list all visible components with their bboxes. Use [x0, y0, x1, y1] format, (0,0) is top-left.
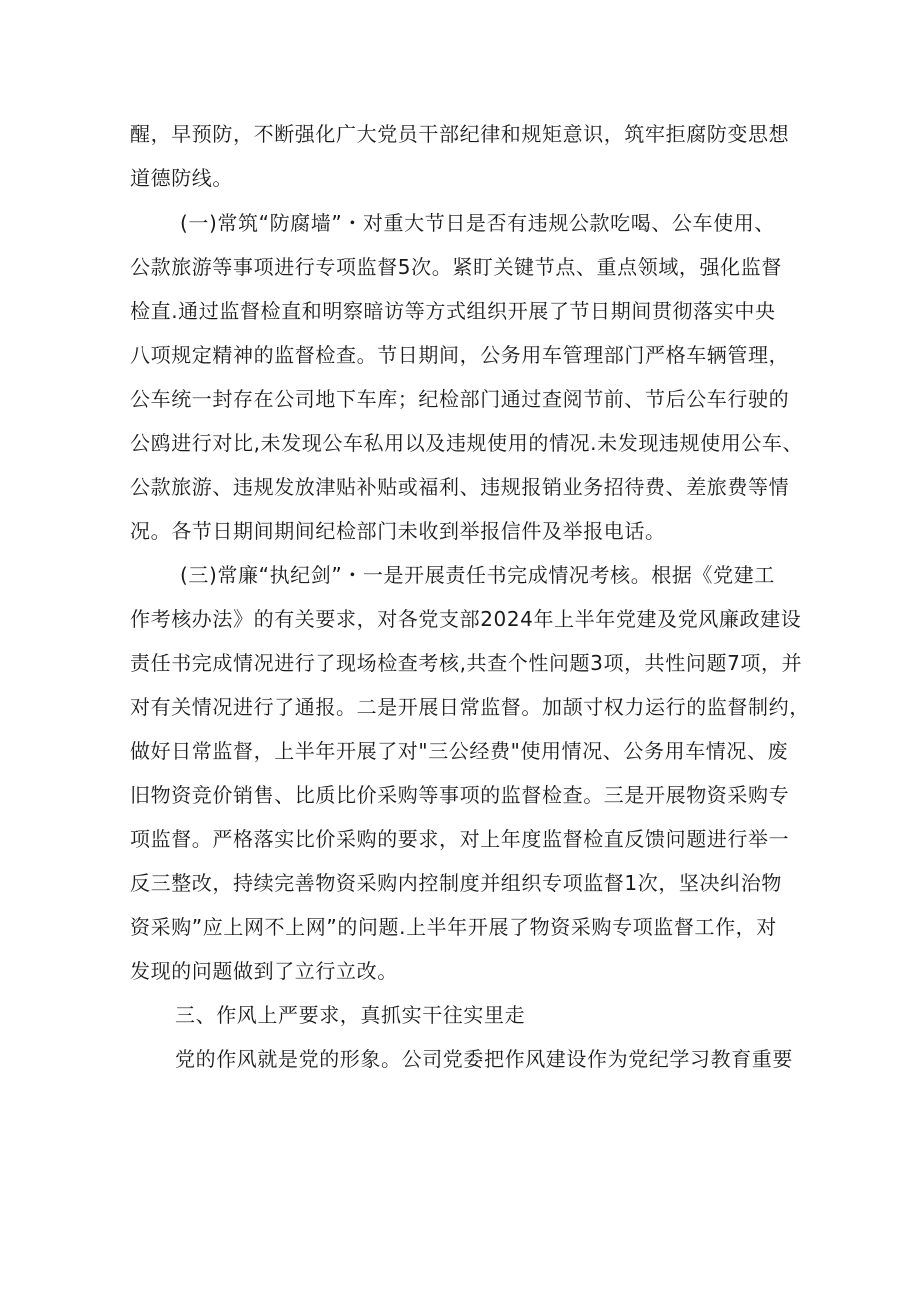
body-text-line: 党的作风就是党的形象。公司党委把作风建设作为党纪学习教育重要 — [175, 1047, 793, 1071]
body-text-line: 公鸥进行对比,未发现公车私用以及违规使用的情况.未发现违规使用公车、 — [130, 431, 804, 455]
body-text-line: 反三整改，持续完善物资采购内控制度并组织专项监督1次，坚决纠治物 — [130, 871, 782, 895]
section-heading-part-3: 三、作风上严要求，真抓实干往实里走 — [175, 1003, 526, 1027]
body-text-line: 公车统一封存在公司地下车库；纪检部门通过查阅节前、节后公车行驶的 — [130, 387, 790, 411]
body-text-line: 资采购”应上网不上网”的问题.上半年开展了物资采购专项监督工作，对 — [130, 915, 777, 939]
body-text-line: 道德防线。 — [130, 166, 233, 190]
body-text-line: 对有关情况进行了通报。二是开展日常监督。加颉寸权力运行的监督制约， — [130, 695, 810, 719]
body-text-line: 发现的问题做到了立行立改。 — [130, 959, 398, 983]
body-text-line: 况。各节日期间期间纪检部门未收到举报信件及举报电话。 — [130, 519, 666, 543]
body-text-line: 公款旅游等事项进行专项监督5次。紧盯关键节点、重点领域，强化监督 — [130, 255, 782, 279]
body-text-line: 醒，早预防，不断强化广大党员干部纪律和规矩意识，筑牢拒腐防变思想 — [130, 122, 790, 146]
body-text-line: 项监督。严格落实比价采购的要求，对上年度监督检直反馈问题进行举一 — [130, 827, 790, 851]
body-text-line: 责任书完成情况进行了现场检查考核,共查个性问题3项，共性问题7项，并 — [130, 651, 803, 675]
section-heading-1: (一)常筑“防腐墙”・对重大节日是否有违规公款吃喝、公车使用、 — [180, 211, 775, 235]
body-text-line: 检直.通过监督检直和明察暗访等方式组织开展了节日期间贯彻落实中央 — [130, 299, 776, 323]
section-heading-3: (三)常廉“执纪剑”・一是开展责任书完成情况考核。根据《党建工 — [180, 563, 775, 587]
body-text-line: 作考核办法》的有关要求，对各党支部2024年上半年党建及党风廉政建设 — [130, 607, 802, 631]
body-text-line: 做好日常监督，上半年开展了对"三公经费"使用情况、公务用车情况、废 — [130, 739, 789, 763]
body-text-line: 公款旅游、违规发放津贴补贴或福利、违规报销业务招待费、差旅费等情 — [130, 475, 790, 499]
body-text-line: 旧物资竞价销售、比质比价采购等事项的监督检查。三是开展物资采购专 — [130, 783, 790, 807]
body-text-line: 八项规定精神的监督检查。节日期间，公务用车管理部门严格车辆管理， — [130, 343, 790, 367]
